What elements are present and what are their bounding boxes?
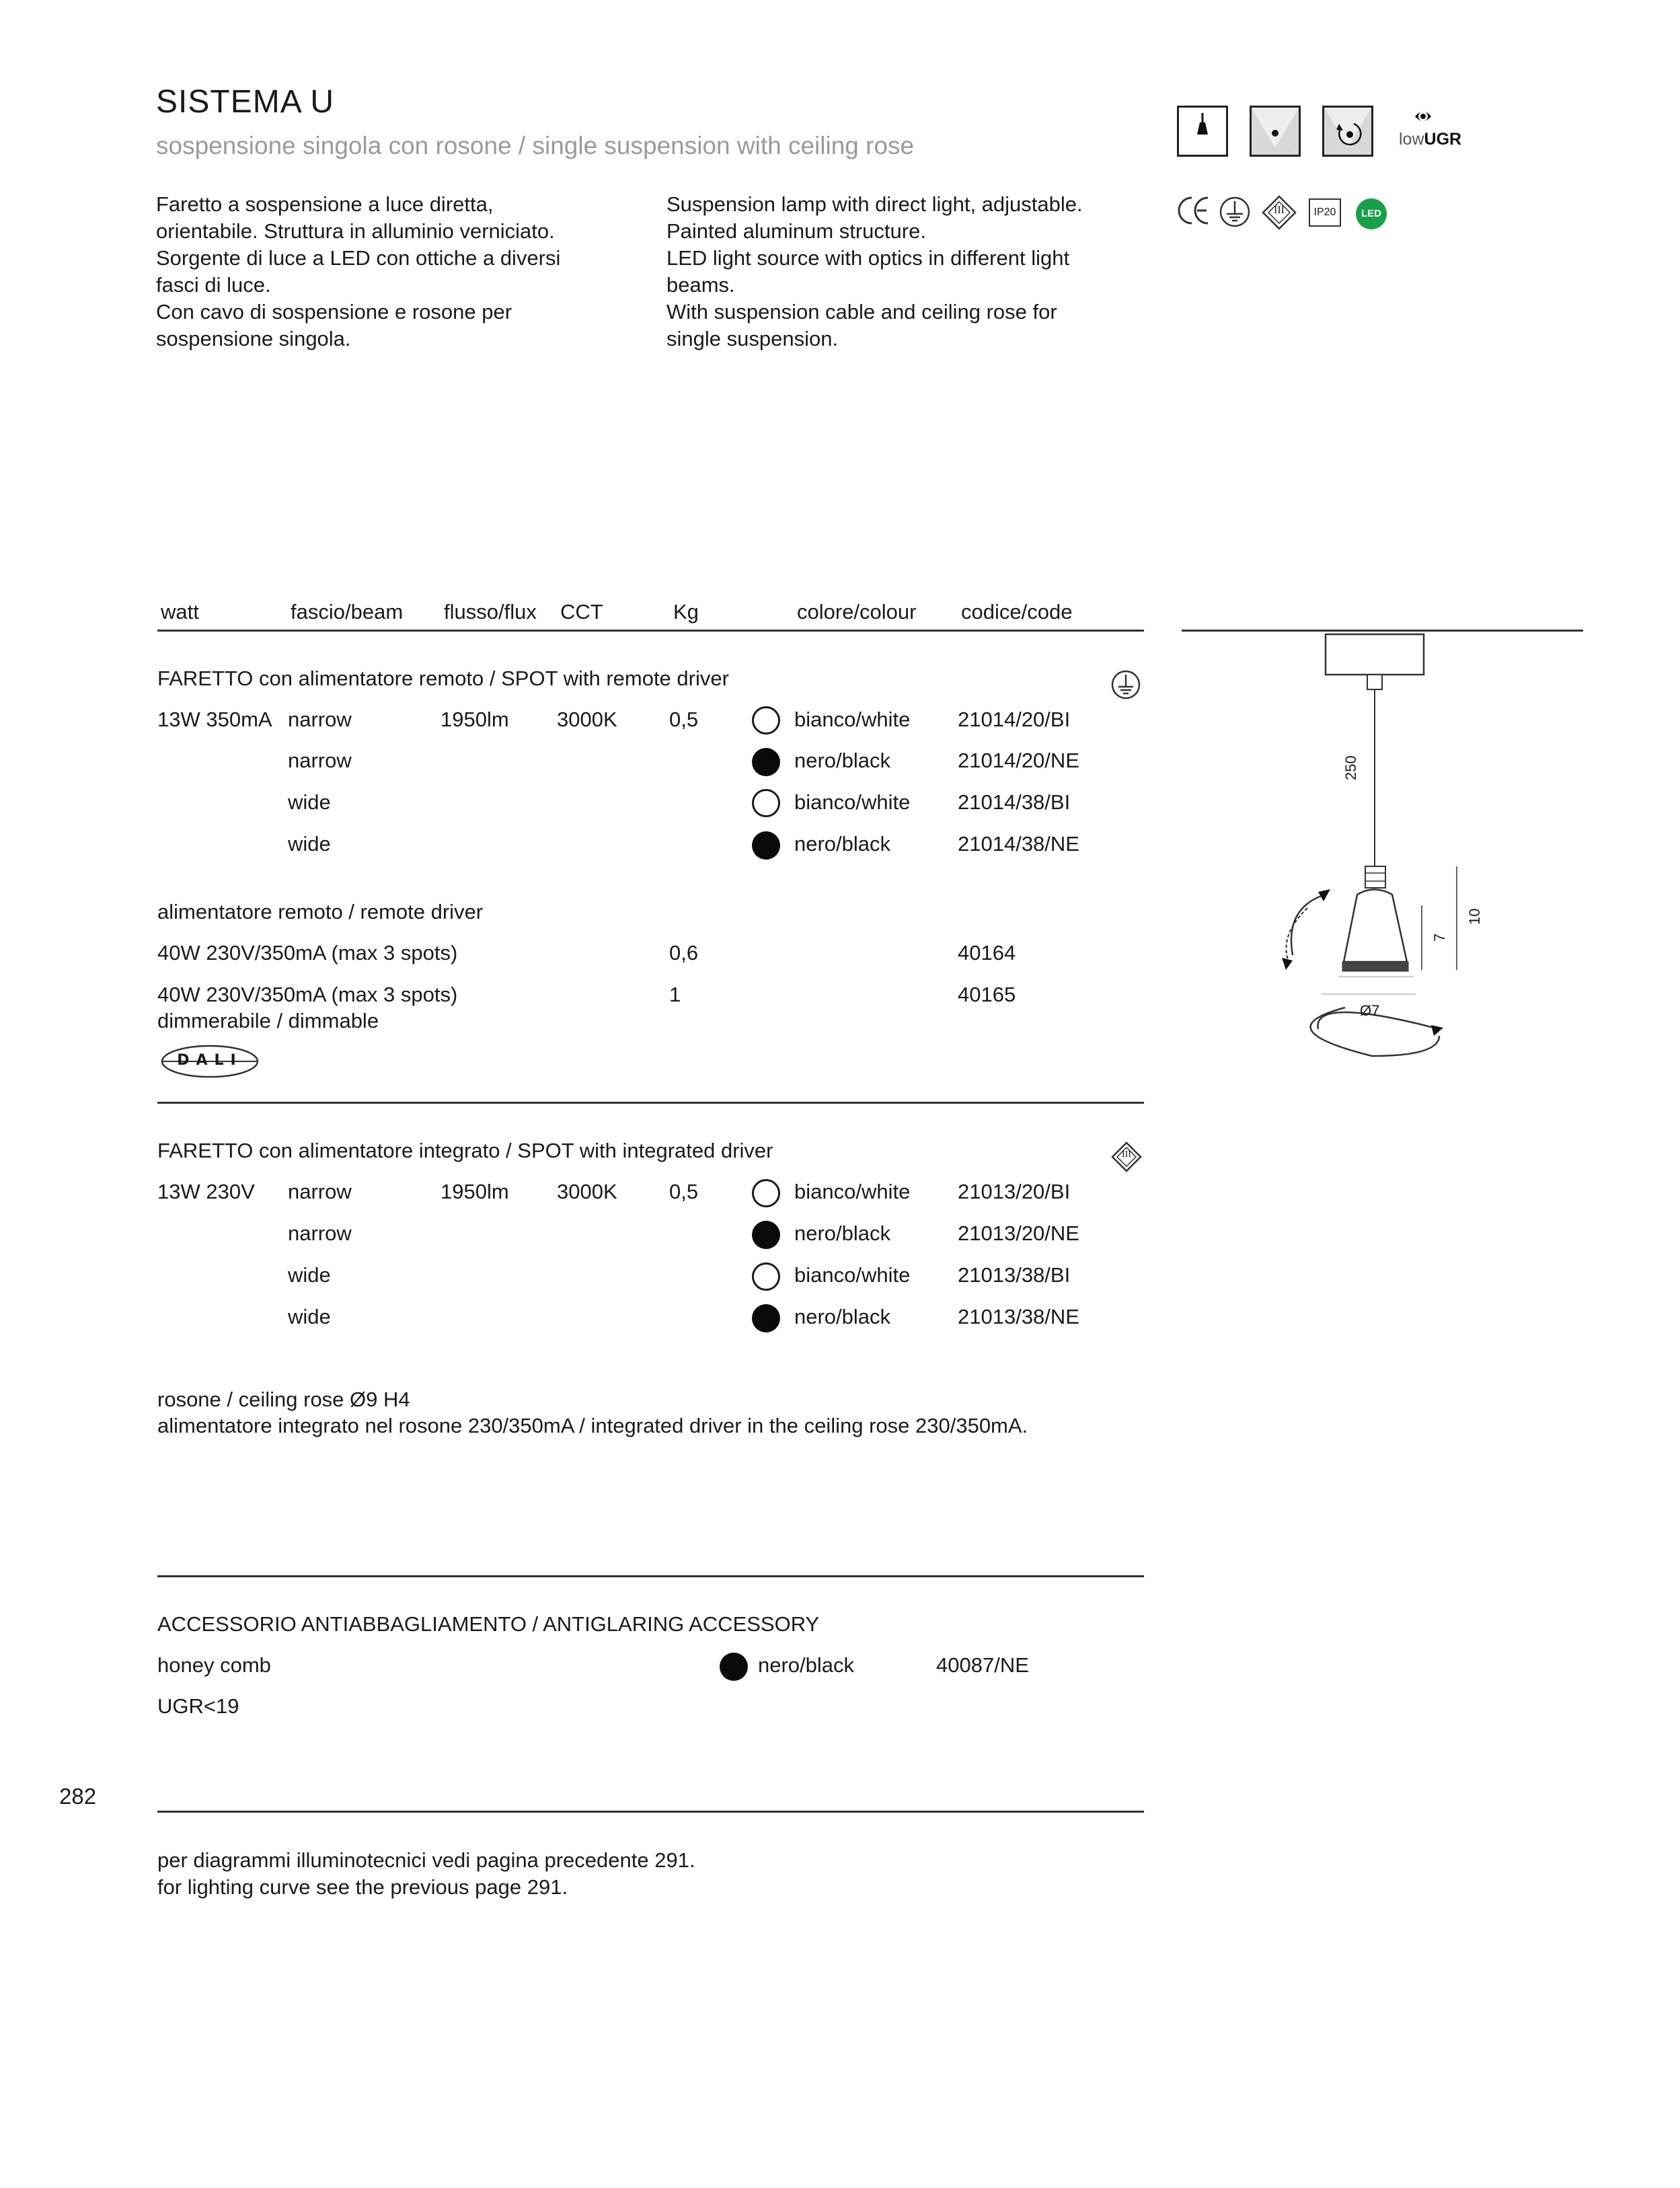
earth-ground-icon [1219,196,1251,228]
cell-watt: 13W 230V [157,1180,255,1203]
page-number: 282 [59,1784,97,1809]
description-line: Faretto a sospensione a luce diretta, [156,192,494,216]
suspension-icon [1177,106,1228,157]
footer-note-en: for lighting curve see the previous page 291. [157,1875,568,1899]
description-line: LED light source with optics in different light [666,246,1070,270]
cell-code: 21014/38/NE [958,832,1079,856]
accessory-title: ACCESSORIO ANTIABBAGLIAMENTO / ANTIGLARING ACCESSORY [157,1612,820,1636]
driver-title: alimentatore remoto / remote driver [157,900,484,923]
dali-logo [160,1044,260,1079]
white-swatch [752,789,780,817]
cell-colour: bianco/white [794,790,911,814]
black-swatch [720,1653,748,1681]
lowugr-low-text: low [1399,130,1424,149]
driver-kg: 0,6 [669,941,699,965]
header-kg: Kg [673,600,699,624]
cell-beam: narrow [288,1180,352,1203]
cell-code: 21014/20/NE [958,749,1079,772]
description-it [156,191,560,352]
section2-title: FARETTO con alimentatore integrato / SPOT with integrated driver [157,1139,773,1162]
driver-code: 40164 [958,941,1016,965]
white-swatch [752,1179,780,1207]
page-subtitle: sospensione singola con rosone / single suspension with ceiling rose [156,132,915,159]
cell-code: 21013/38/BI [958,1263,1071,1287]
header-watt: watt [161,600,199,624]
description-line: beams. [666,273,735,297]
driver-dimmable: dimmerabile / dimmable [157,1009,379,1032]
lowugr-ugr-text: UGR [1424,130,1462,149]
technical-drawing [1237,626,1520,1083]
cell-colour: bianco/white [794,1263,911,1287]
description-line: Painted aluminum structure. [666,219,926,243]
cell-cct: 3000K [557,708,617,731]
footer-note-it: per diagrammi illuminotecnici vedi pagina precedente 291. [157,1848,695,1872]
header-cct: CCT [560,600,603,624]
cell-flux: 1950lm [441,708,509,731]
cell-code: 21013/20/BI [958,1180,1071,1203]
cell-code: 21014/20/BI [958,708,1071,731]
dim-total-height: 10 [1466,908,1483,925]
description-en [666,191,1083,352]
class-three-text: III [1274,204,1285,216]
earth-ground-icon [1110,669,1141,700]
lowugr-badge [1398,106,1465,153]
header-code: codice/code [961,600,1073,624]
cell-colour: nero/black [794,1305,891,1328]
black-swatch [752,1304,780,1332]
section-divider [157,1102,1144,1104]
accessory-ugr: UGR<19 [157,1694,239,1718]
description-line: Con cavo di sospensione e rosone per [156,300,512,324]
white-swatch [752,1262,780,1291]
dali-text: DALI [177,1052,243,1069]
cell-colour: bianco/white [794,1180,911,1203]
eye-icon [1398,106,1465,133]
description-line: With suspension cable and ceiling rose for [666,300,1057,324]
driver-name: 40W 230V/350mA (max 3 spots) [157,983,458,1006]
black-swatch [752,831,780,860]
cell-beam: narrow [288,1221,352,1245]
accessory-name: honey comb [157,1653,271,1677]
accessory-code: 40087/NE [936,1653,1029,1677]
cell-kg: 0,5 [669,708,699,731]
adjustable-icon [1322,106,1373,157]
cell-beam: wide [288,832,331,856]
ip20-badge: IP20 [1309,198,1341,227]
description-line: Suspension lamp with direct light, adjustable. [666,192,1083,216]
cell-colour: nero/black [794,749,891,772]
cell-kg: 0,5 [669,1180,699,1203]
section-divider [157,1575,1144,1577]
header-beam: fascio/beam [291,600,404,624]
dim-lamp-height: 7 [1431,933,1448,942]
cell-code: 21013/20/NE [958,1221,1079,1245]
cell-code: 21013/38/NE [958,1305,1079,1328]
cell-flux: 1950lm [441,1180,509,1203]
cell-cct: 3000K [557,1180,617,1203]
direct-light-icon [1250,106,1301,157]
cell-beam: wide [288,1263,331,1287]
page-title: SISTEMA U [156,84,335,120]
description-line: fasci di luce. [156,273,271,297]
description-line: single suspension. [666,327,839,350]
class-three-text: III [1122,1149,1131,1160]
cell-code: 21014/38/BI [958,790,1071,814]
black-swatch [752,1221,780,1249]
cell-colour: nero/black [794,1221,891,1245]
header-divider [157,630,1144,632]
ce-icon [1177,194,1211,227]
cell-colour: bianco/white [794,708,911,731]
cell-beam: narrow [288,749,352,772]
description-line: Sorgente di luce a LED con ottiche a diversi [156,246,561,270]
cell-watt: 13W 350mA [157,708,272,731]
driver-name: 40W 230V/350mA (max 3 spots) [157,941,458,965]
footer-divider [157,1811,1144,1813]
header-flux: flusso/flux [444,600,537,624]
cell-beam: narrow [288,708,352,731]
driver-code: 40165 [958,983,1016,1006]
dim-cable-length: 250 [1342,755,1359,780]
header-colour: colore/colour [797,600,917,624]
ceiling-rose-note: rosone / ceiling rose Ø9 H4 [157,1388,410,1411]
accessory-colour: nero/black [758,1653,855,1677]
cell-beam: wide [288,1305,331,1328]
cell-colour: nero/black [794,832,891,856]
black-swatch [752,748,780,776]
cell-beam: wide [288,790,331,814]
description-line: orientabile. Struttura in alluminio verniciato. [156,219,555,243]
led-badge: LED [1356,198,1387,229]
integrated-driver-note: alimentatore integrato nel rosone 230/350mA / integrated driver in the ceiling rose 230/350mA. [157,1414,1028,1437]
description-line: sospensione singola. [156,327,351,350]
section1-title: FARETTO con alimentatore remoto / SPOT with remote driver [157,667,729,690]
class-three-icon [1111,1141,1142,1172]
dim-diameter: Ø7 [1360,1002,1380,1019]
driver-kg: 1 [669,983,681,1006]
white-swatch [752,706,780,734]
class-three-icon [1262,195,1297,230]
